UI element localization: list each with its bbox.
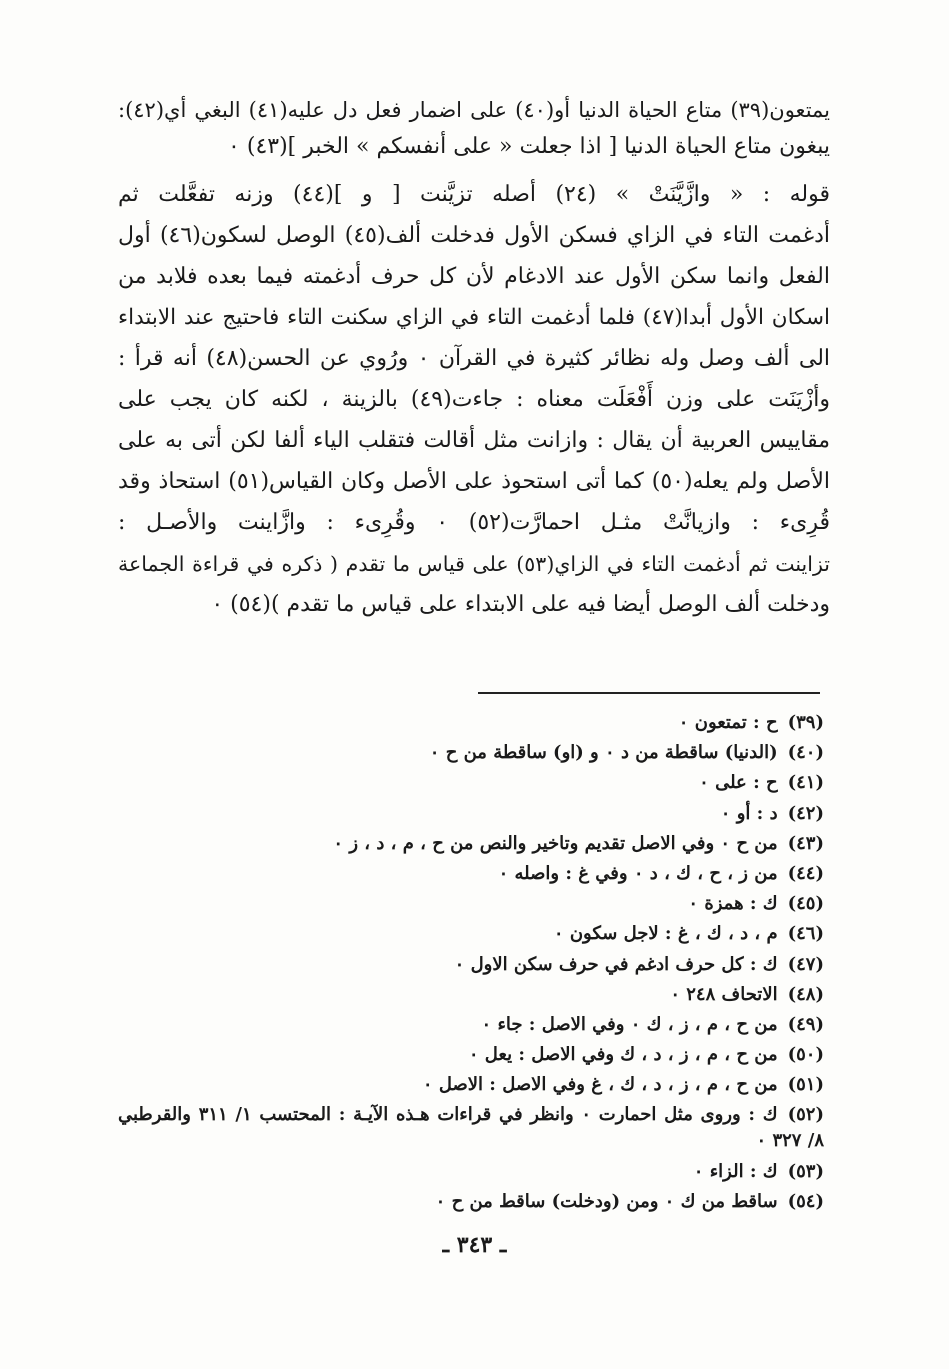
text-line: تزاينت ثم أدغمت التاء في الزاي(٥٣) على قياس ما تقدم ( ذكره في قراءة الجماعة (118, 552, 830, 576)
footnote-47 (118, 952, 824, 978)
footnote-text: من ح ، م ، ز ، ك ٠ وفي الاصل : جاء ٠ (481, 1013, 778, 1035)
footnote-text: من ح ٠ وفي الاصل تقديم وتاخير والنص من ح ، م ، د ، ز ٠ (333, 832, 778, 854)
main-text (118, 96, 830, 632)
footnote-text: د : أو ٠ (720, 802, 778, 824)
footnote-number: (٤٦) (787, 923, 824, 945)
text-line: الأصل ولم يعله(٥٠) كما أتى استحوذ على الأصل وكان القياس(٥١) استحاذ وقد (118, 469, 830, 494)
footnote-53 (118, 1159, 824, 1185)
footnote-45 (118, 891, 824, 917)
footnote-40 (118, 740, 824, 766)
footnote-52 (118, 1102, 824, 1154)
footnote-number: (٣٩) (787, 712, 824, 733)
footnote-44 (118, 861, 824, 887)
footnote-text: ح : على ٠ (699, 772, 778, 794)
footnote-50 (118, 1042, 824, 1068)
footnote-49 (118, 1012, 824, 1038)
footnote-number: (٥٠) (787, 1044, 824, 1066)
footnote-number: (٤٢) (787, 802, 824, 824)
footnote-number: (٤٣) (787, 832, 824, 854)
footnote-41 (118, 770, 824, 796)
footnote-text: من ح ، م ، ز ، د ، ك وفي الاصل : يعل ٠ (468, 1044, 778, 1066)
text-line: اسكان الأول أبدا(٤٧) فلما أدغمت التاء في الزاي سكنت التاء فاحتيج عند الابتداء (118, 305, 831, 330)
footnote-number: (٤٨) (787, 983, 824, 1005)
footnote-number: (٤٠) (787, 742, 824, 764)
footnote-text: ك : كل حرف ادغم في حرف سكن الاول ٠ (454, 953, 778, 975)
text-line: يبغون متاع الحياة الدنيا [ اذا جعلت « على أنفسكم » الخبر ](٤٣) ٠ (228, 134, 830, 159)
footnote-51 (118, 1072, 824, 1098)
footnote-42 (118, 801, 824, 827)
footnotes (118, 710, 824, 1219)
footnote-number: (٥١) (787, 1074, 824, 1096)
footnote-number: (٥٢) (787, 1104, 825, 1126)
paragraph-1 (118, 96, 830, 161)
footnote-39 (118, 710, 824, 736)
footnote-separator (478, 692, 820, 694)
footnote-text: ك : همزة ٠ (688, 893, 778, 915)
footnote-text: ح : تمتعون ٠ (678, 712, 778, 733)
footnote-number: (٤١) (787, 772, 824, 794)
footnote-text: من ز ، ح ، ك ، د ٠ وفي غ : واصله ٠ (498, 862, 778, 884)
text-line: قُرِىء : وازيانَّتْ مثـل احمارَّت(٥٢) ٠ وقُرِىء : وازَّاينت والأصـل : (118, 510, 831, 535)
footnote-text: ك : وروى مثل احمارت ٠ وانظر في قراءات هـذه الآيـة : المحتسب ١/ ٣١١ والقرطبي ٨/ ٣٢٧ ٠ (118, 1104, 824, 1152)
footnote-54 (118, 1189, 824, 1215)
text-line: ودخلت ألف الوصل أيضا فيه على الابتداء على قياس ما تقدم )(٥٤) ٠ (211, 592, 830, 617)
footnote-number: (٤٥) (787, 893, 824, 915)
text-line: الى ألف وصل وله نظائر كثيرة في القرآن ٠ ورُوي عن الحسن(٤٨) أنه قرأ : (118, 346, 831, 371)
text-line: يمتعون(٣٩) متاع الحياة الدنيا أو(٤٠) على اضمار فعل دل عليه(٤١) البغي أي(٤٢): (118, 98, 831, 122)
paragraph-2 (118, 181, 830, 619)
text-line: مقاييس العربية أن يقال : وازانت مثل أقالت فتقلب الياء ألفا لكن أتى به على (118, 428, 830, 453)
footnote-text: من ح ، م ، ز ، د ، ك ، غ وفي الاصل : الاصل ٠ (422, 1074, 778, 1096)
footnote-number: (٤٧) (787, 953, 824, 975)
footnote-number: (٥٣) (787, 1160, 824, 1182)
footnote-text: م ، د ، ك ، غ : لاجل سكون ٠ (553, 923, 778, 945)
text-line: وأزْيَنَت على وزن أَفْعَلَت معناه : جاءت(٤٩) بالزينة ، لكنه كان يجب على (118, 387, 830, 412)
footnote-text: (الدنيا) ساقطة من د ٠ و (او) ساقطة من ح ٠ (429, 742, 778, 764)
footnote-number: (٤٩) (787, 1013, 824, 1035)
page-number: ـ ٣٤٣ ـ (442, 1232, 507, 1258)
footnote-number: (٤٤) (787, 862, 824, 884)
footnote-43 (118, 831, 824, 857)
footnote-46 (118, 921, 824, 947)
footnote-number: (٥٤) (787, 1190, 824, 1212)
text-line: قوله : « وازَّيَّنَتْ » (٢٤) أصله تزيَّنت [ و ](٤٤) وزنه تفعَّلت ثم (118, 182, 830, 207)
footnote-48 (118, 982, 824, 1008)
text-line: الفعل وانما سكن الأول عند الادغام لأن كل حرف أدغمته فيما بعده فلابد من (118, 264, 830, 289)
footnote-text: الاتحاف ٢٤٨ ٠ (670, 983, 778, 1005)
footnote-text: ك : الزاء ٠ (693, 1160, 778, 1182)
footnote-text: ساقط من ك ٠ ومن (ودخلت) ساقط من ح ٠ (435, 1190, 778, 1212)
text-line: أدغمت التاء في الزاي فسكن الأول فدخلت ألف(٤٥) الوصل لسكون(٤٦) أول (118, 223, 831, 248)
